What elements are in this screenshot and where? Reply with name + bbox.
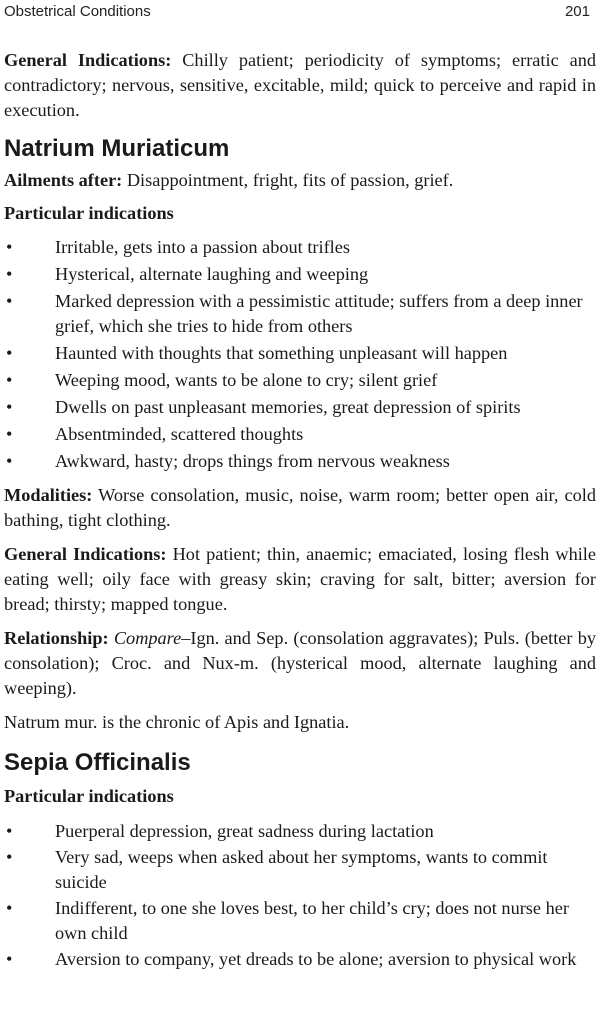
list-item: • Puerperal depression, great sadness during lactation bbox=[4, 819, 596, 844]
page-body bbox=[4, 48, 596, 972]
general-indications bbox=[4, 542, 596, 617]
chronic-note: Natrum mur. is the chronic of Apis and Ignatia. bbox=[4, 712, 350, 732]
particular-indications-heading: Particular indications bbox=[4, 786, 174, 806]
list-item: • Haunted with thoughts that something unpleasant will happen bbox=[4, 341, 596, 366]
natrium-indications-list bbox=[4, 235, 596, 474]
list-item: • Indifferent, to one she loves best, to her child’s cry; does not nurse her own child bbox=[4, 896, 596, 946]
section-title-sepia: Sepia Officinalis bbox=[4, 749, 191, 776]
general-indications-text: Chilly patient; periodicity of symptoms; erratic and contradictory; nervous, sensitive, excitable, mild; quick to perceive and rapid in execution. bbox=[4, 50, 596, 120]
ailments-after bbox=[4, 168, 596, 193]
general-indications-label: General Indications: bbox=[4, 544, 167, 564]
list-item: • Awkward, hasty; drops things from nervous weakness bbox=[4, 449, 596, 474]
section-title-natrium: Natrium Muriaticum bbox=[4, 135, 230, 162]
list-item: • Dwells on past unpleasant memories, great depression of spirits bbox=[4, 395, 596, 420]
relationship bbox=[4, 626, 596, 701]
list-item: • Very sad, weeps when asked about her symptoms, wants to commit suicide bbox=[4, 845, 596, 895]
modalities-text: Worse consolation, music, noise, warm room; better open air, cold bathing, tight clothing. bbox=[4, 485, 596, 530]
list-item: • Hysterical, alternate laughing and weeping bbox=[4, 262, 596, 287]
list-item: • Weeping mood, wants to be alone to cry; silent grief bbox=[4, 368, 596, 393]
list-item: • Marked depression with a pessimistic attitude; suffers from a deep inner grief, which she tries to hide from others bbox=[4, 289, 596, 339]
general-indications-text: Hot patient; thin, anaemic; emaciated, losing flesh while eating well; oily face with greasy skin; craving for salt, bitter; aversion for bread; thirsty; mapped tongue. bbox=[4, 544, 596, 614]
list-item: • Irritable, gets into a passion about trifles bbox=[4, 235, 596, 260]
relationship-text: –Ign. and Sep. (consolation aggravates); Puls. (better by consolation); Croc. and Nux-m. (hysterical mood, alternate laughing and weeping). bbox=[4, 628, 596, 698]
list-item: • Absentminded, scattered thoughts bbox=[4, 422, 596, 447]
ailments-label: Ailments after: bbox=[4, 170, 123, 190]
chapter-title: Obstetrical Conditions bbox=[4, 3, 151, 20]
ailments-text: Disappointment, fright, fits of passion, grief. bbox=[122, 170, 454, 190]
particular-indications-heading: Particular indications bbox=[4, 203, 174, 223]
general-indications-label: General Indications: bbox=[4, 50, 172, 70]
sepia-indications-list bbox=[4, 819, 596, 972]
modalities-label: Modalities: bbox=[4, 485, 93, 505]
list-item: • Aversion to company, yet dreads to be alone; aversion to physical work bbox=[4, 947, 596, 972]
page-number: 201 bbox=[564, 3, 590, 20]
relationship-compare: Compare bbox=[113, 628, 182, 648]
intro-general-indications bbox=[4, 48, 596, 123]
relationship-label: Relationship: bbox=[4, 628, 109, 648]
modalities bbox=[4, 483, 596, 533]
running-head bbox=[4, 3, 590, 23]
